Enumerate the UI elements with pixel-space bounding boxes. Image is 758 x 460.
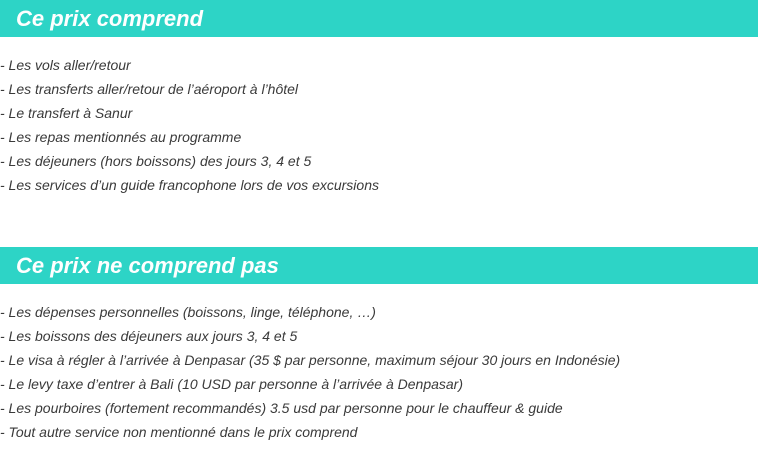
excluded-list	[0, 300, 620, 444]
excluded-item-autre-service: - Tout autre service non mentionné dans le prix comprend	[0, 424, 358, 440]
included-list	[0, 53, 379, 197]
included-item-transfert-sanur: - Le transfert à Sanur	[0, 105, 133, 121]
included-item-guide: - Les services d’un guide francophone lors de vos excursions	[0, 177, 379, 193]
included-section-title: Ce prix comprend	[0, 0, 758, 37]
included-item-transferts-aeroport: - Les transferts aller/retour de l’aéroport à l’hôtel	[0, 81, 299, 97]
excluded-item-depenses: - Les dépenses personnelles (boissons, linge, téléphone, …)	[0, 304, 376, 320]
included-item-repas: - Les repas mentionnés au programme	[0, 129, 242, 145]
excluded-section-title: Ce prix ne comprend pas	[0, 247, 758, 284]
excluded-item-pourboires: - Les pourboires (fortement recommandés) 3.5 usd par personne pour le chauffeur & guide	[0, 400, 563, 416]
excluded-item-visa: - Le visa à régler à l’arrivée à Denpasar (35 $ par personne, maximum séjour 30 jours en Indonésie)	[0, 352, 621, 368]
included-item-vols: - Les vols aller/retour	[0, 57, 131, 73]
included-item-dejeuners: - Les déjeuners (hors boissons) des jours 3, 4 et 5	[0, 153, 312, 169]
excluded-item-boissons: - Les boissons des déjeuners aux jours 3, 4 et 5	[0, 328, 298, 344]
excluded-item-levy-taxe: - Le levy taxe d’entrer à Bali (10 USD par personne à l’arrivée à Denpasar)	[0, 376, 464, 392]
